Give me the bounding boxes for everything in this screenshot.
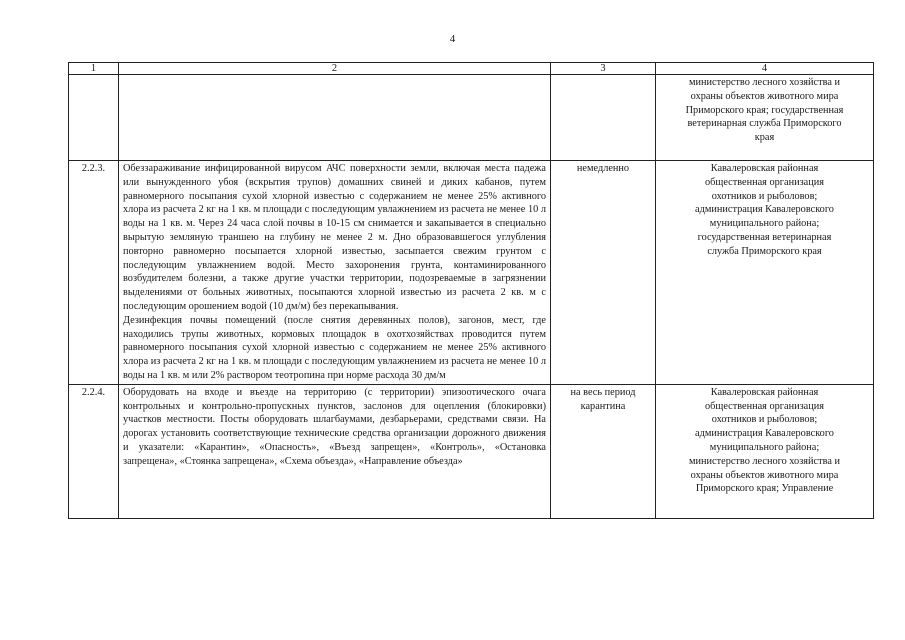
responsible-line: государственная ветеринарная bbox=[697, 231, 832, 243]
continuation-row bbox=[69, 75, 874, 161]
responsible-line: муниципального района; bbox=[709, 441, 820, 453]
responsible-line: общественная организация bbox=[705, 176, 824, 188]
responsible-line: муниципального района; bbox=[709, 218, 820, 230]
responsible-line: Приморского края; государственная bbox=[685, 104, 844, 116]
responsible-line: администрация Кавалеровского bbox=[695, 204, 834, 216]
continuation-responsible-cell bbox=[656, 75, 874, 161]
responsible-line: Кавалеровская районная bbox=[710, 163, 819, 174]
continuation-num-cell bbox=[69, 75, 119, 161]
column-header-2: 2 bbox=[119, 63, 551, 75]
column-header-1: 1 bbox=[69, 63, 119, 75]
responsible-line: министерство лесного хозяйства и bbox=[689, 77, 840, 88]
item-number: 2.2.3. bbox=[69, 161, 119, 385]
column-number-row bbox=[69, 63, 874, 75]
responsible-line: Кавалеровская районная bbox=[710, 386, 819, 398]
responsible-line: края bbox=[754, 132, 775, 144]
responsible-line: Приморского края; Управление bbox=[695, 483, 834, 495]
item-number: 2.2.4. bbox=[69, 384, 119, 518]
responsible-line: охраны объектов животного мира bbox=[690, 469, 839, 481]
item-responsible bbox=[656, 161, 874, 385]
table-row bbox=[69, 161, 874, 385]
column-header-3: 3 bbox=[551, 63, 656, 75]
responsible-line: общественная организация bbox=[705, 400, 824, 412]
measures-table bbox=[68, 62, 874, 519]
description-paragraph: Дезинфекция почвы помещений (после снятия деревянных полов), загонов, мест, где находились трупы животных, кормовых площадок в охотхозяйствах проводится путем равномерного посыпания сухой хлорной известью с содержанием не менее 25% активного хлора из расчета 2 кг на 1 кв. м площади с последующим увлажнением из расчета не менее 10 л воды на 1 кв. м или 2% раствором теотропина при норме расхода 30 дм/м bbox=[123, 314, 546, 381]
description-paragraph: Обеззараживание инфицированной вирусом АЧС поверхности земли, включая места падежа или вынужденного убоя (вскрытия трупов) домашних свиней и диких кабанов, путем равномерного посыпания сухой хлорной известью с содержанием не менее 25% активного хлора из расчета 2 кг на 1 кв. м площади с последующим увлажнением из расчета не менее 10 л воды на 1 кв. м. Через 24 часа слой почвы в 10-15 см снимается и закапывается в специально вырытую земляную траншею на глубину не менее 2 м. Дно образовавшегося углубления повторно равномерно посыпается хлорной известью, засыпается свежим грунтом с последующим увлажнением водой. Место захоронения грунта, контаминированного возбудителем болезни, а также другие участки территории, подозреваемые в загрязнении выделениями от больных животных, посыпаются хлорной известью из расчета 2 кв. м с последующим орошением водой (10 дм/м) без перекапывания. bbox=[123, 163, 546, 312]
responsible-line: служба Приморского края bbox=[707, 245, 822, 257]
responsible-line: администрация Кавалеровского bbox=[695, 428, 834, 440]
page-number: 4 bbox=[449, 33, 456, 45]
item-description bbox=[119, 384, 551, 518]
responsible-line: охотников и рыболовов; bbox=[711, 190, 818, 202]
description-paragraph: Оборудовать на входе и въезде на территорию (с территории) эпизоотического очага контрольных и контрольно-пропускных пунктов, заслонов для оцепления (блокировки) участков местности. Посты оборудовать шлагбаумами, дезбарьерами, средствами связи. На дорогах установить соответствующие технические средства организации дорожного движения и указатели: «Карантин», «Опасность», «Въезд запрещен», «Контроль», «Остановка запрещена», «Стоянка запрещена», «Схема объезда», «Направление объезда» bbox=[123, 386, 546, 467]
table-row bbox=[69, 384, 874, 518]
item-responsible bbox=[656, 384, 874, 518]
responsible-line: министерство лесного хозяйства и bbox=[689, 455, 840, 467]
responsible-line: охраны объектов животного мира bbox=[690, 90, 839, 102]
continuation-desc-cell bbox=[119, 75, 551, 161]
item-description bbox=[119, 161, 551, 385]
continuation-term-cell bbox=[551, 75, 656, 161]
item-term: немедленно bbox=[551, 161, 656, 385]
column-header-4: 4 bbox=[656, 63, 874, 75]
item-term: на весь период карантина bbox=[551, 384, 656, 518]
responsible-line: ветеринарная служба Приморского bbox=[687, 118, 842, 130]
responsible-line: охотников и рыболовов; bbox=[711, 414, 818, 426]
